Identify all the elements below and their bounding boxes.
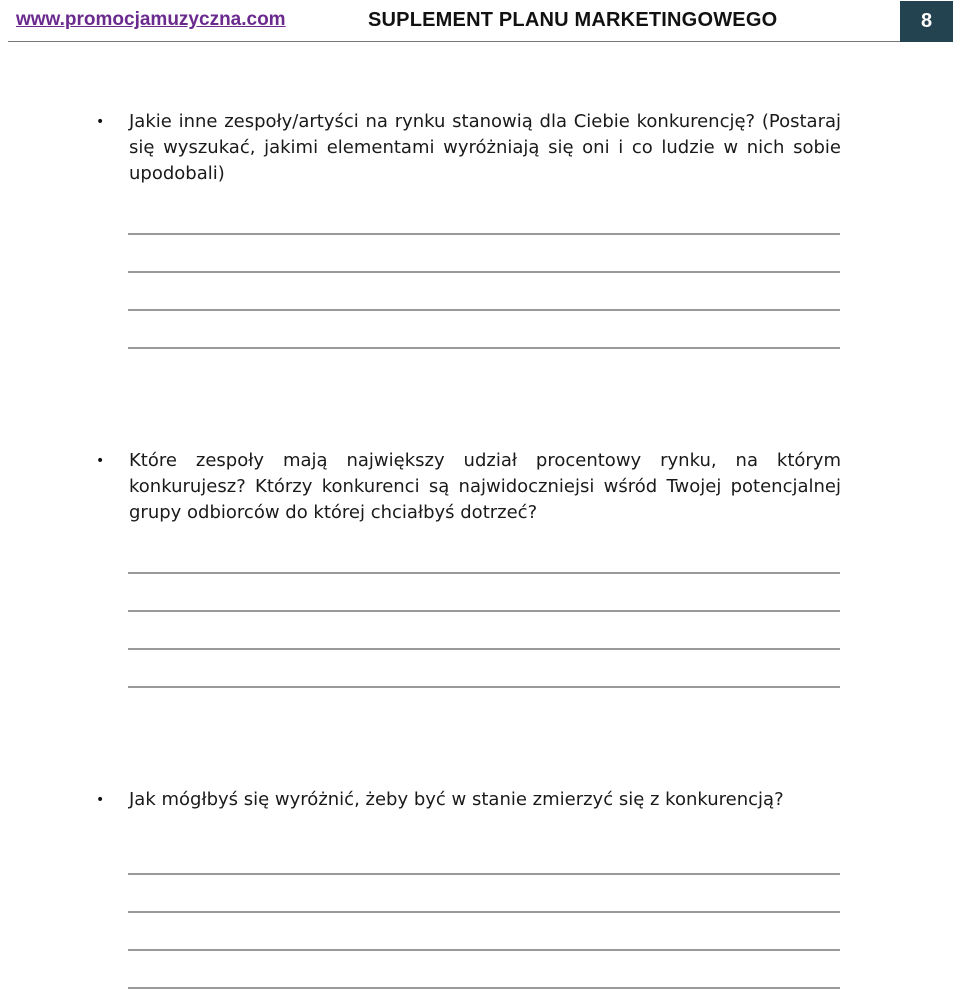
page-header	[0, 0, 960, 44]
document-title: SUPLEMENT PLANU MARKETINGOWEGO	[368, 9, 778, 31]
question-text: Jak mógłbyś się wyróżnić, żeby być w stanie zmierzyć się z konkurencją?	[129, 789, 784, 810]
question-differentiation	[96, 787, 841, 813]
answer-line[interactable]	[128, 873, 840, 875]
question-text: Które zespoły mają największy udział procentowy rynku, na którym konkurujesz? Którzy konkurenci są najwidoczniejsi wśród Twojej potencjalnej grupy odbiorców do której chciałbyś dotrzeć?	[129, 450, 841, 523]
answer-line[interactable]	[128, 987, 840, 989]
answer-line[interactable]	[128, 309, 840, 311]
bullet-icon: •	[96, 453, 105, 469]
bullet-icon: •	[96, 792, 105, 808]
answer-line[interactable]	[128, 271, 840, 273]
answer-lines	[128, 572, 840, 724]
answer-line[interactable]	[128, 347, 840, 349]
answer-line[interactable]	[128, 233, 840, 235]
answer-lines	[128, 233, 840, 385]
page-number-badge: 8	[900, 1, 953, 42]
question-market-share	[96, 448, 841, 526]
site-link[interactable]: www.promocjamuzyczna.com	[16, 9, 286, 30]
answer-line[interactable]	[128, 572, 840, 574]
answer-line[interactable]	[128, 949, 840, 951]
bullet-icon: •	[96, 114, 105, 130]
question-competitors	[96, 109, 841, 187]
question-text: Jakie inne zespoły/artyści na rynku stanowią dla Ciebie konkurencję? (Postaraj się wyszukać, jakimi elementami wyróżniają się oni i co ludzie w nich sobie upodobali)	[129, 111, 841, 184]
answer-line[interactable]	[128, 648, 840, 650]
header-divider	[8, 41, 900, 42]
answer-lines	[128, 873, 840, 989]
answer-line[interactable]	[128, 911, 840, 913]
answer-line[interactable]	[128, 610, 840, 612]
answer-line[interactable]	[128, 686, 840, 688]
